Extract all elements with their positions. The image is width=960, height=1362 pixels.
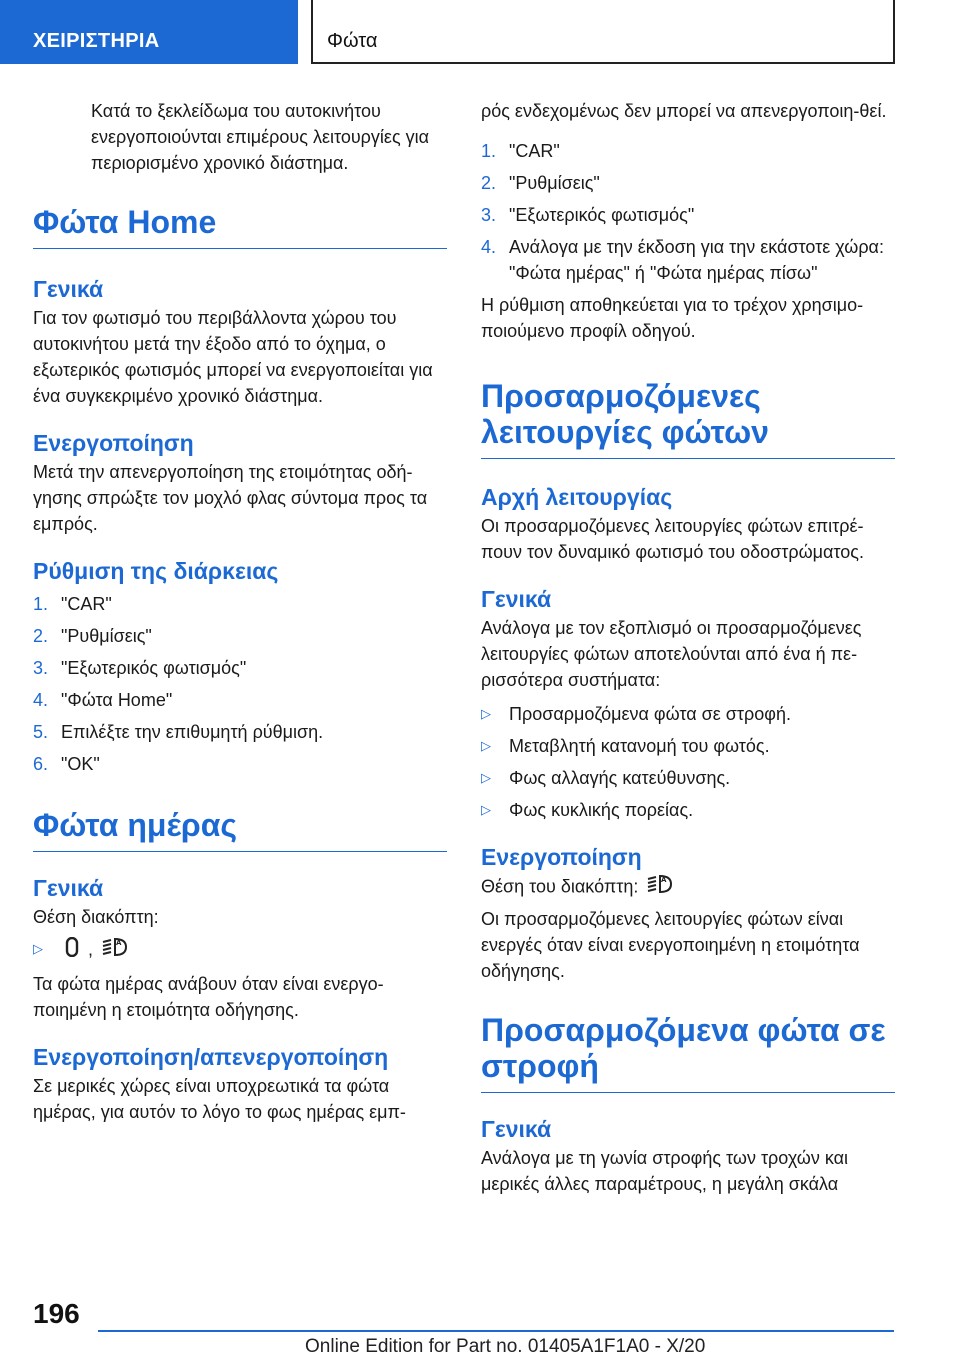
triangle-bullet-icon: ▷: [481, 802, 491, 817]
adaptive-activation-text: Οι προσαρμοζόμενες λειτουργίες φώτων είναι ενεργές όταν είναι ενεργοποιημένη η ετοιμότητα οδήγησης.: [481, 909, 860, 981]
triangle-bullet-icon: ▷: [481, 770, 491, 785]
list-item: 3. "Εξωτερικός φωτισμός": [33, 658, 247, 678]
chapter-tab: [311, 0, 895, 64]
list-item: 6. "OK": [33, 754, 100, 774]
day-onoff-heading: Ενεργοποίηση/απενεργοποίηση: [33, 1044, 389, 1070]
intro-text: Κατά το ξεκλείδωμα του αυτοκινήτου ενεργοποιούνται επιμέρους λειτουργίες για περιορισμένο χρονικό διάστημα.: [91, 101, 430, 173]
list-item: 5. Επιλέξτε την επιθυμητή ρύθμιση.: [33, 722, 324, 742]
curve-general-text: Ανάλογα με τη γωνία στροφής των τροχών και μερικές άλλες παραμέτρους, η μεγάλη σκάλα: [481, 1148, 849, 1194]
adaptive-activation-heading: Ενεργοποίηση: [481, 844, 642, 870]
triangle-bullet-icon: ▷: [481, 706, 491, 721]
adaptive-principle-text: Οι προσαρμοζόμενες λειτουργίες φώτων επιτρέ-πουν τον δυναμικό φωτισμό του οδοστρώματος.: [481, 516, 864, 562]
footer-divider: [98, 1330, 894, 1332]
adaptive-lights-heading: Προσαρμοζόμενες λειτουργίες φώτων: [481, 378, 895, 459]
section-tab: [0, 0, 298, 64]
list-item: 2. "Ρυθμίσεις": [33, 626, 152, 646]
right-column: [481, 98, 895, 1197]
auto-light-control-icon: [647, 873, 673, 902]
list-item: ▷ Φως αλλαγής κατεύθυνσης.: [481, 765, 895, 791]
home-steps-list: [33, 591, 447, 777]
day-general-text: Τα φώτα ημέρας ανάβουν όταν είναι ενεργο-ποιημένη η ετοιμότητα οδήγησης.: [33, 974, 384, 1020]
home-general-heading: Γενικά: [33, 276, 104, 302]
list-item: 4. "Φώτα Home": [33, 690, 173, 710]
day-lights-heading: Φώτα ημέρας: [33, 807, 447, 852]
curve-general-heading: Γενικά: [481, 1116, 552, 1142]
switch-off-position-icon: [65, 937, 79, 964]
svg-text:A: A: [661, 876, 667, 884]
saved-text: Η ρύθμιση αποθηκεύεται για το τρέχον χρησιμο-ποιούμενο προφίλ οδηγού.: [481, 295, 864, 341]
left-column: [33, 98, 447, 1125]
list-item: ▷ Φως κυκλικής πορείας.: [481, 797, 895, 823]
list-item: 3. "Εξωτερικός φωτισμός": [481, 205, 695, 225]
chapter-title: Φώτα: [327, 30, 378, 52]
list-item: ▷ Μεταβλητή κατανομή του φωτός.: [481, 733, 895, 759]
section-title: ΧΕΙΡΙΣΤΗΡΙΑ: [33, 30, 160, 52]
list-item: 4. Ανάλογα με την έκδοση για την εκάστοτε χώρα: "Φώτα ημέρας" ή "Φώτα ημέρας πίσω": [481, 237, 884, 283]
adaptive-switch-label: Θέση του διακόπτη:: [481, 876, 639, 897]
adaptive-systems-list: [481, 701, 895, 823]
list-item: [33, 936, 447, 965]
adaptive-principle-heading: Αρχή λειτουργίας: [481, 484, 673, 510]
day-steps-list: [481, 138, 895, 286]
continued-text: ρός ενδεχομένως δεν μπορεί να απενεργοποιη-θεί.: [481, 101, 887, 121]
page-number: 196: [33, 1298, 80, 1329]
day-switch-list: [33, 936, 447, 965]
adaptive-general-text: Ανάλογα με τον εξοπλισμό οι προσαρμοζόμενες λειτουργίες φώτων αποτελούνται από ένα ή πε-ρισσότερα συστήματα:: [481, 618, 862, 690]
adaptive-switch-line: [481, 873, 895, 902]
triangle-bullet-icon: ▷: [33, 941, 43, 956]
home-general-text: Για τον φωτισμό του περιβάλλοντα χώρου του αυτοκινήτου μετά την έξοδο από το όχημα, ο εξωτερικός φωτισμός μπορεί να ενεργοποιείται για ένα συγκεκριμένο χρονικό διάστημα.: [33, 308, 433, 406]
svg-text:A: A: [116, 939, 122, 947]
list-item: 1. "CAR": [33, 594, 112, 614]
home-activation-text: Μετά την απενεργοποίηση της ετοιμότητας οδή-γησης σπρώξτε τον μοχλό φλας σύντομα προς τα εμπρός.: [33, 462, 428, 534]
footer-edition: Online Edition for Part no. 01405A1F1A0 - X/20: [305, 1336, 706, 1357]
symbol-separator: ,: [88, 939, 94, 960]
list-item: ▷ Προσαρμοζόμενα φώτα σε στροφή.: [481, 701, 895, 727]
home-duration-heading: Ρύθμιση της διάρκειας: [33, 558, 279, 584]
adaptive-general-heading: Γενικά: [481, 586, 552, 612]
day-switch-label: Θέση διακόπτη:: [33, 907, 159, 927]
day-onoff-text: Σε μερικές χώρες είναι υποχρεωτικά τα φώτα ημέρας, για αυτόν το λόγο το φως ημέρας εμπ-: [33, 1076, 406, 1122]
auto-light-control-icon: [102, 936, 128, 965]
day-general-heading: Γενικά: [33, 875, 104, 901]
home-lights-heading: Φώτα Home: [33, 204, 447, 249]
home-activation-heading: Ενεργοποίηση: [33, 430, 194, 456]
list-item: 2. "Ρυθμίσεις": [481, 173, 600, 193]
triangle-bullet-icon: ▷: [481, 738, 491, 753]
curve-lights-heading: Προσαρμοζόμενα φώτα σε στροφή: [481, 1012, 895, 1093]
list-item: 1. "CAR": [481, 141, 560, 161]
